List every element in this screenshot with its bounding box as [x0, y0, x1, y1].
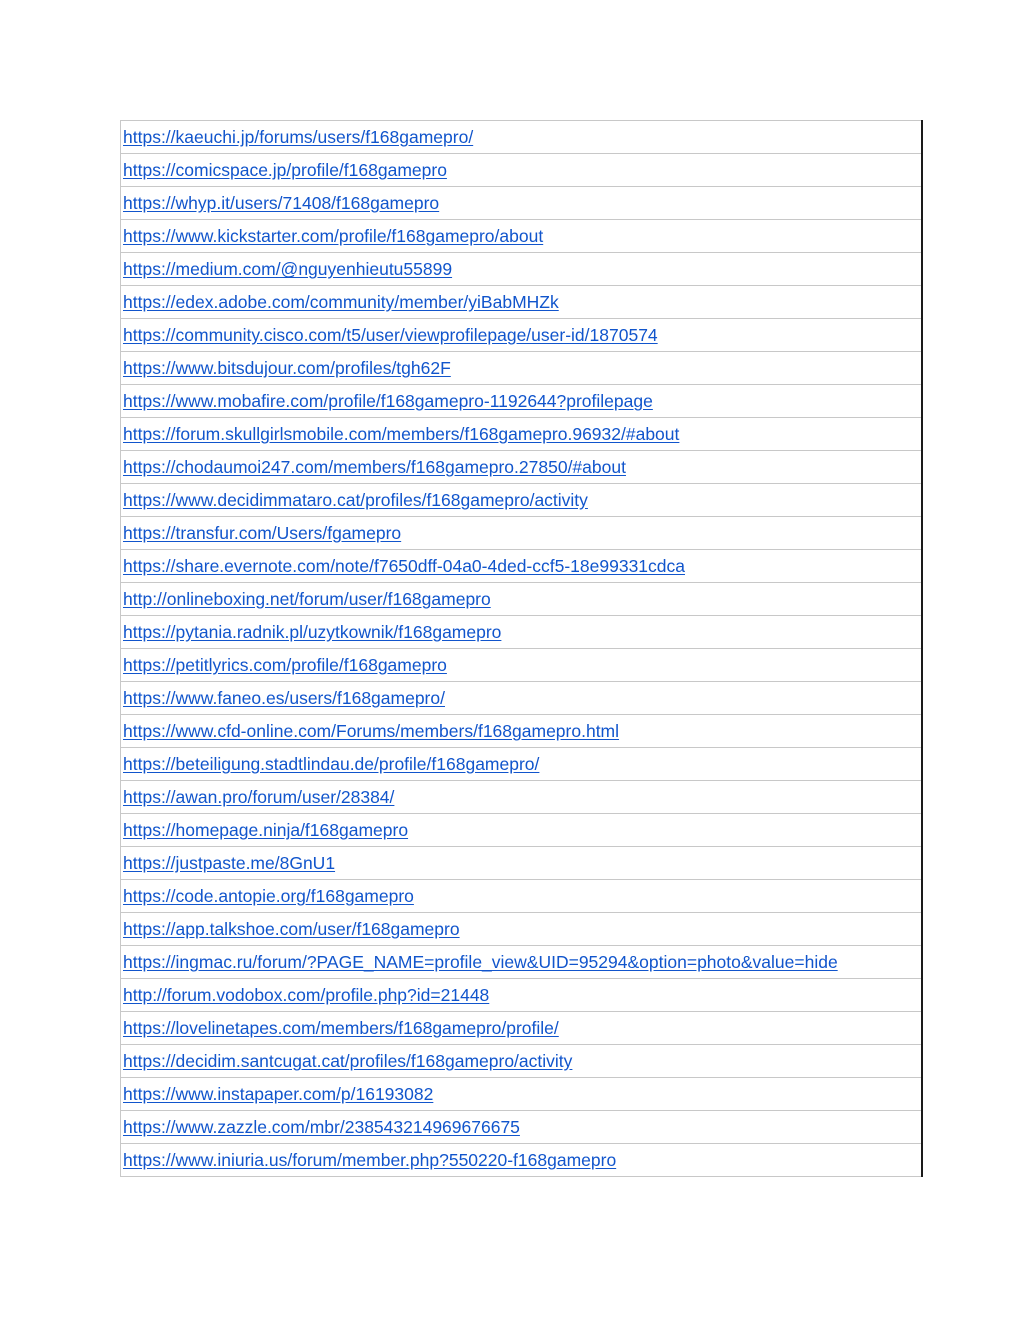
- link-item[interactable]: https://code.antopie.org/f168gamepro: [123, 886, 414, 906]
- link-item[interactable]: https://petitlyrics.com/profile/f168gamepro: [123, 655, 447, 675]
- table-row: [121, 781, 923, 814]
- table-cell: [121, 418, 923, 451]
- table-row: [121, 847, 923, 880]
- link-item[interactable]: https://www.cfd-online.com/Forums/members/f168gamepro.html: [123, 721, 620, 741]
- link-item[interactable]: https://lovelinetapes.com/members/f168gamepro/profile/: [123, 1018, 559, 1038]
- link-item[interactable]: https://transfur.com/Users/fgamepro: [123, 523, 402, 543]
- link-item[interactable]: https://www.zazzle.com/mbr/238543214969676675: [123, 1117, 520, 1137]
- table-row: [121, 187, 923, 220]
- link-item[interactable]: https://kaeuchi.jp/forums/users/f168gamepro/: [123, 127, 474, 147]
- link-item[interactable]: https://www.bitsdujour.com/profiles/tgh62F: [123, 358, 451, 378]
- link-item[interactable]: https://www.instapaper.com/p/16193082: [123, 1084, 434, 1104]
- link-item[interactable]: https://comicspace.jp/profile/f168gamepro: [123, 160, 447, 180]
- table-row: [121, 121, 923, 154]
- table-cell: [121, 451, 923, 484]
- table-cell: [121, 385, 923, 418]
- table-cell: [121, 715, 923, 748]
- table-cell: [121, 781, 923, 814]
- link-item[interactable]: http://onlineboxing.net/forum/user/f168gamepro: [123, 589, 491, 609]
- table-row: [121, 946, 923, 979]
- table-row: [121, 583, 923, 616]
- table-row: [121, 385, 923, 418]
- table-row: [121, 154, 923, 187]
- link-item[interactable]: https://whyp.it/users/71408/f168gamepro: [123, 193, 440, 213]
- table-row: [121, 682, 923, 715]
- table-row: [121, 649, 923, 682]
- table-cell: [121, 583, 923, 616]
- link-item[interactable]: https://ingmac.ru/forum/?PAGE_NAME=profile_view&UID=95294&option=photo&value=hide: [123, 952, 838, 972]
- table-row: [121, 1144, 923, 1177]
- table-cell: [121, 1111, 923, 1144]
- table-cell: [121, 649, 923, 682]
- table-row: [121, 715, 923, 748]
- table-row: [121, 451, 923, 484]
- link-item[interactable]: http://forum.vodobox.com/profile.php?id=21448: [123, 985, 490, 1005]
- table-row: [121, 286, 923, 319]
- table-cell: [121, 187, 923, 220]
- table-row: [121, 748, 923, 781]
- link-item[interactable]: https://pytania.radnik.pl/uzytkownik/f168gamepro: [123, 622, 502, 642]
- table-cell: [121, 814, 923, 847]
- link-item[interactable]: https://medium.com/@nguyenhieutu55899: [123, 259, 453, 279]
- table-row: [121, 1111, 923, 1144]
- table-cell: [121, 616, 923, 649]
- table-cell: [121, 220, 923, 253]
- table-row: [121, 550, 923, 583]
- link-item[interactable]: https://justpaste.me/8GnU1: [123, 853, 336, 873]
- table-row: [121, 352, 923, 385]
- link-item[interactable]: https://decidim.santcugat.cat/profiles/f168gamepro/activity: [123, 1051, 573, 1071]
- table-row: [121, 1045, 923, 1078]
- link-item[interactable]: https://www.faneo.es/users/f168gamepro/: [123, 688, 445, 708]
- link-item[interactable]: https://chodaumoi247.com/members/f168gamepro.27850/#about: [123, 457, 626, 477]
- table-cell: [121, 682, 923, 715]
- link-item[interactable]: https://www.mobafire.com/profile/f168gamepro-1192644?profilepage: [123, 391, 653, 411]
- table-row: [121, 220, 923, 253]
- table-row: [121, 913, 923, 946]
- link-item[interactable]: https://community.cisco.com/t5/user/viewprofilepage/user-id/1870574: [123, 325, 658, 345]
- link-item[interactable]: https://share.evernote.com/note/f7650dff-04a0-4ded-ccf5-18e99331cdca: [123, 556, 685, 576]
- table-cell: [121, 913, 923, 946]
- table-row: [121, 1078, 923, 1111]
- link-item[interactable]: https://www.kickstarter.com/profile/f168gamepro/about: [123, 226, 544, 246]
- table-row: [121, 616, 923, 649]
- table-row: [121, 814, 923, 847]
- link-table: [120, 120, 923, 1177]
- table-row: [121, 517, 923, 550]
- table-cell: [121, 319, 923, 352]
- link-item[interactable]: https://awan.pro/forum/user/28384/: [123, 787, 395, 807]
- table-cell: [121, 1045, 923, 1078]
- table-row: [121, 418, 923, 451]
- table-cell: [121, 121, 923, 154]
- link-table-body: [121, 121, 923, 1177]
- table-cell: [121, 1144, 923, 1177]
- table-cell: [121, 517, 923, 550]
- table-cell: [121, 946, 923, 979]
- table-row: [121, 1012, 923, 1045]
- link-item[interactable]: https://www.decidimmataro.cat/profiles/f168gamepro/activity: [123, 490, 588, 510]
- table-cell: [121, 979, 923, 1012]
- table-row: [121, 319, 923, 352]
- table-row: [121, 979, 923, 1012]
- link-item[interactable]: https://forum.skullgirlsmobile.com/members/f168gamepro.96932/#about: [123, 424, 680, 444]
- table-cell: [121, 1012, 923, 1045]
- table-cell: [121, 484, 923, 517]
- link-item[interactable]: https://edex.adobe.com/community/member/yiBabMHZk: [123, 292, 559, 312]
- table-cell: [121, 880, 923, 913]
- link-item[interactable]: https://www.iniuria.us/forum/member.php?550220-f168gamepro: [123, 1150, 617, 1170]
- table-cell: [121, 1078, 923, 1111]
- link-item[interactable]: https://beteiligung.stadtlindau.de/profile/f168gamepro/: [123, 754, 540, 774]
- link-item[interactable]: https://homepage.ninja/f168gamepro: [123, 820, 409, 840]
- table-cell: [121, 286, 923, 319]
- table-cell: [121, 154, 923, 187]
- table-row: [121, 253, 923, 286]
- link-item[interactable]: https://app.talkshoe.com/user/f168gamepro: [123, 919, 460, 939]
- table-cell: [121, 550, 923, 583]
- table-cell: [121, 352, 923, 385]
- table-cell: [121, 253, 923, 286]
- table-row: [121, 484, 923, 517]
- table-row: [121, 880, 923, 913]
- table-cell: [121, 847, 923, 880]
- table-cell: [121, 748, 923, 781]
